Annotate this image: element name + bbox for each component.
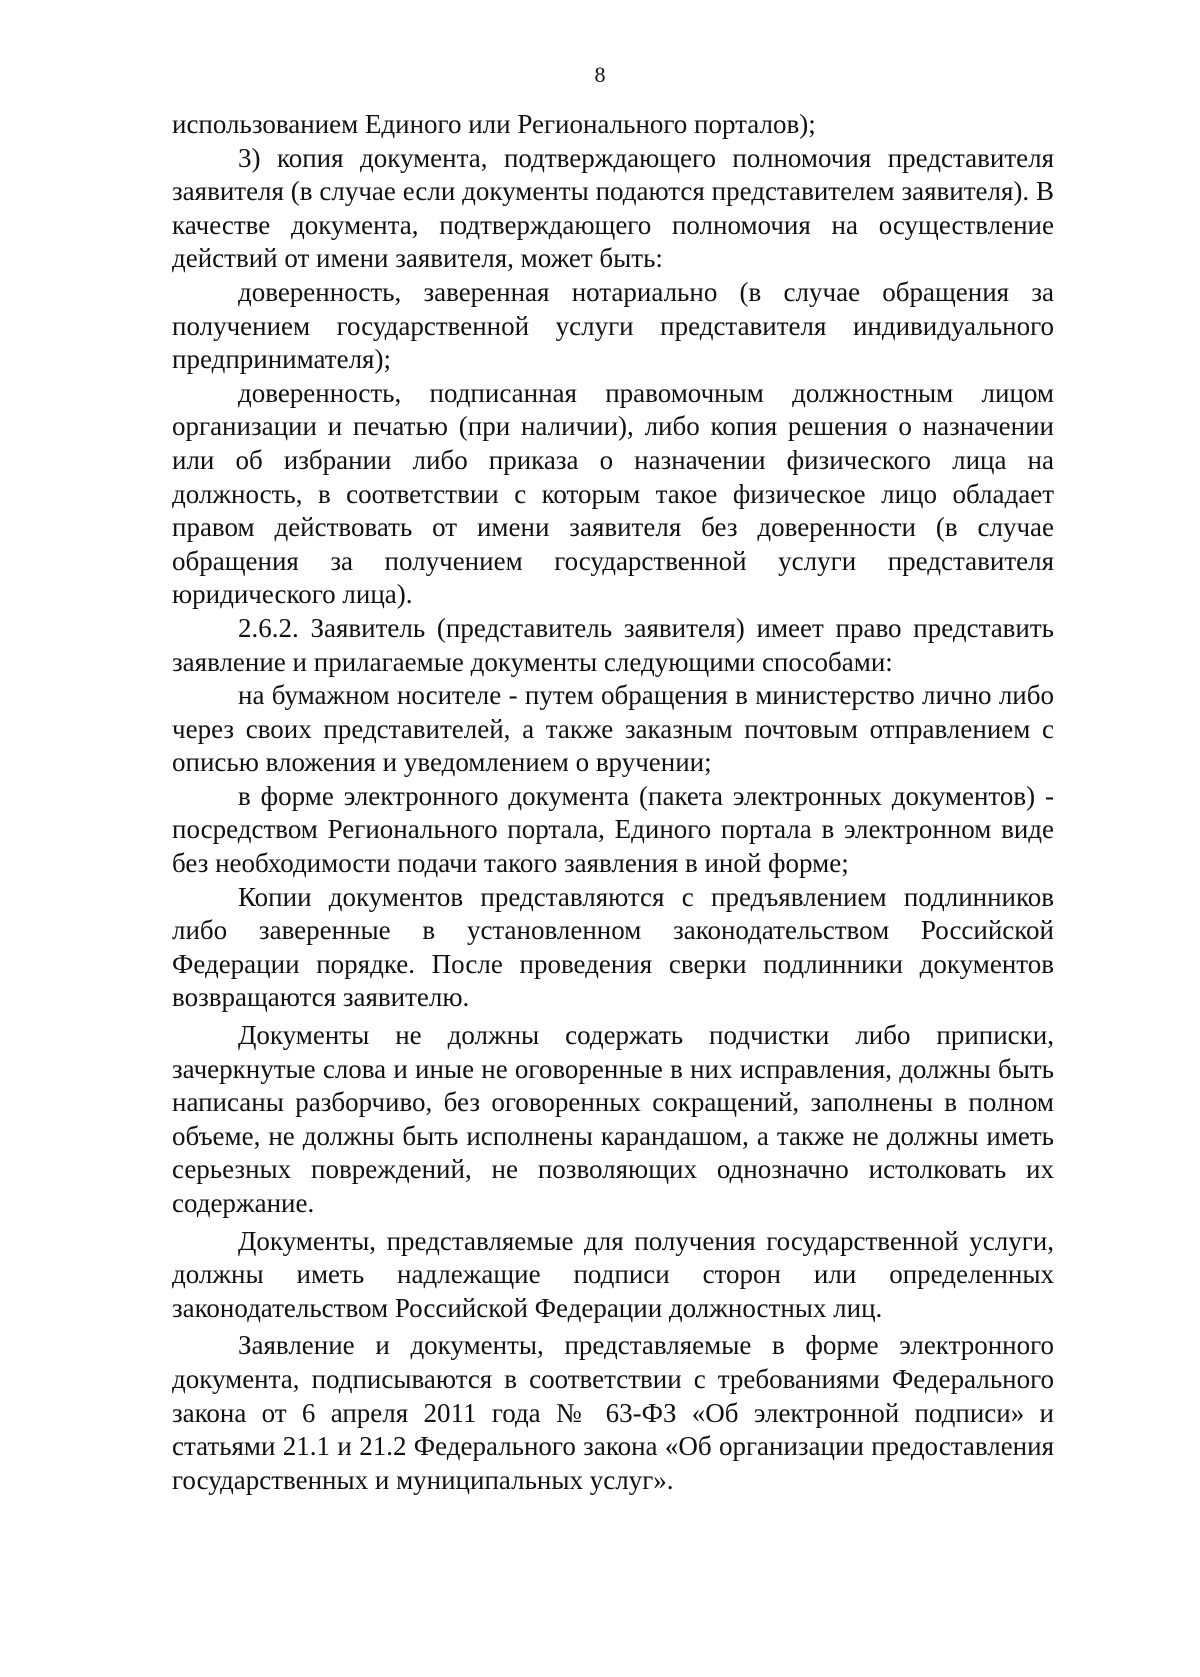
paragraph-organization-power-of-attorney: доверенность, подписанная правомочным должностным лицом организации и печатью (при наличии), либо копия решения о назначении или об избрании либо приказа о назначении физического лица на должность, в соответствии с которым такое физическое лицо обладает правом действовать от имени заявителя без доверенности (в случае обращения за получением государственной услуги представителя юридического лица). bbox=[172, 377, 1054, 610]
paragraph-document-requirements: Документы не должны содержать подчистки либо приписки, зачеркнутые слова и иные не оговоренные в них исправления, должны быть написаны разборчиво, без оговоренных сокращений, заполнены в полном объеме, не должны быть исполнены карандашом, а также не должны иметь серьезных повреждений, не позволяющих однозначно истолковать их содержание. bbox=[172, 1020, 1054, 1218]
paragraph-signatures: Документы, представляемые для получения государственной услуги, должны иметь надлежащие подписи сторон или определенных законодательством Российской Федерации должностных лиц. bbox=[172, 1225, 1054, 1323]
document-body bbox=[172, 108, 1054, 1497]
paragraph-electronic-method: в форме электронного документа (пакета электронных документов) - посредством Регионального портала, Единого портала в электронном виде без необходимости подачи такого заявления в иной форме; bbox=[172, 780, 1054, 879]
paragraph-copies-of-documents: Копии документов представляются с предъявлением подлинников либо заверенные в установленном законодательством Российской Федерации порядке. После проведения сверки подлинники документов возвращаются заявителю. bbox=[172, 881, 1054, 1013]
paragraph-paper-method: на бумажном носителе - путем обращения в министерство лично либо через своих представителей, а также заказным почтовым отправлением с описью вложения и уведомлением о вручении; bbox=[172, 680, 1054, 778]
page-number: 8 bbox=[594, 62, 606, 87]
paragraph-electronic-signature: Заявление и документы, представляемые в форме электронного документа, подписываются в соответствии с требованиями Федерального закона от 6 апреля 2011 года № 63-ФЗ «Об электронной подписи» и статьями 21.1 и 21.2 Федерального закона «Об организации предоставления государственных и муниципальных услуг». bbox=[172, 1330, 1054, 1495]
paragraph-continuation: использованием Единого или Регионального порталов); bbox=[172, 109, 816, 139]
paragraph-item-3: 3) копия документа, подтверждающего полномочия представителя заявителя (в случае если документы подаются представителем заявителя). В качестве документа, подтверждающего полномочия на осуществление действий от имени заявителя, может быть: bbox=[172, 142, 1054, 274]
paragraph-notarial-power-of-attorney: доверенность, заверенная нотариально (в случае обращения за получением государственной услуги представителя индивидуального предпринимателя); bbox=[172, 276, 1054, 375]
paragraph-2-6-2: 2.6.2. Заявитель (представитель заявителя) имеет право представить заявление и прилагаемые документы следующими способами: bbox=[172, 612, 1054, 677]
